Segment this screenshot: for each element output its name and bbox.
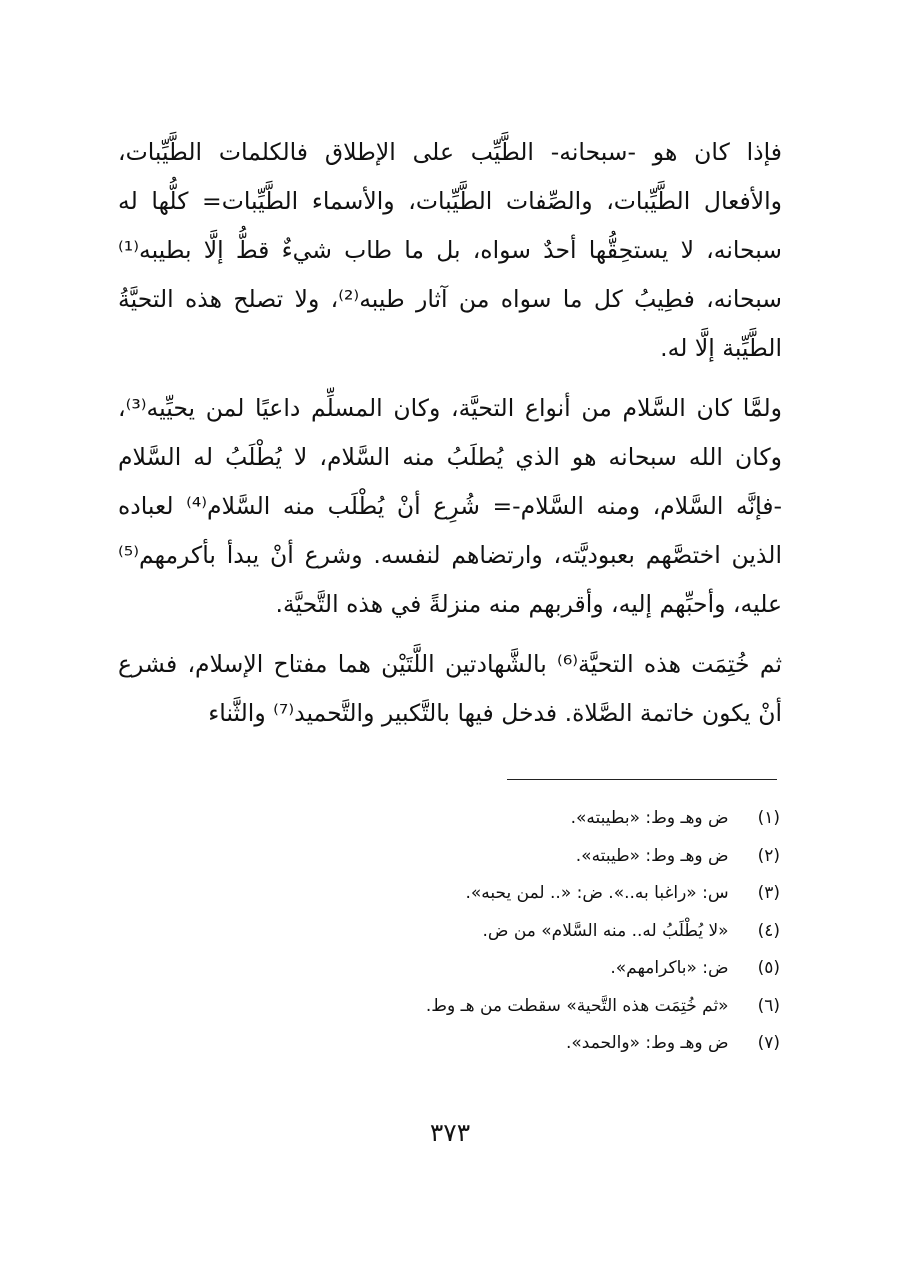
footnote-6 (118, 988, 780, 1026)
footnote-text: ض: «باكرامهم». (610, 958, 729, 978)
footnote-3 (118, 875, 780, 913)
footnotes (118, 800, 780, 1063)
footnote-number: (٧) (757, 1033, 780, 1053)
footnote-text: «ثم خُتِمَت هذه التَّحية» سقطت من هـ وط. (425, 995, 729, 1016)
footnote-text: س: «راغبا به..». ض: «.. لمن يحبه». (465, 883, 729, 903)
footnote-number: (٦) (757, 995, 780, 1016)
paragraph-2: ولمَّا كان السَّلام من أنواع التحيَّة، وكان المسلِّم داعيًا لمن يحيِّيه⁽³⁾، وكان الله سبحانه هو الذي يُطلَبُ منه السَّلام، لا يُطْلَبُ له السَّلام -فإنَّه السَّلام، ومنه السَّلام-= شُرِع أنْ يُطْلَب منه السَّلام⁽⁴⁾ لعباده الذين اختصَّهم بعبوديَّته، وارتضاهم لنفسه. وشرع أنْ يبدأ بأكرمهم⁽⁵⁾ عليه، وأحبِّهم إليه، وأقربهم منه منزلةً في هذه التَّحيَّة. (118, 394, 782, 618)
paragraph-1: فإذا كان هو -سبحانه- الطَّيِّب على الإطلاق فالكلمات الطَّيِّبات، والأفعال الطَّيِّبات، والصِّفات الطَّيِّبات، والأسماء الطَّيِّبات= كلُّها له سبحانه، لا يستحِقُّها أحدٌ سواه، بل ما طاب شيءٌ قطُّ إلَّا بطيبه⁽¹⁾ سبحانه، فطِيبُ كل ما سواه من آثار طيبه⁽²⁾، ولا تصلح هذه التحيَّةُ الطَّيِّبة إلَّا له. (118, 138, 782, 362)
paragraph-3: ثم خُتِمَت هذه التحيَّة⁽⁶⁾ بالشَّهادتين اللَّتَيْن هما مفتاح الإسلام، فشرع أنْ يكون خاتمة الصَّلاة. فدخل فيها بالتَّكبير والتَّحميد⁽⁷⁾ والثَّناء (118, 650, 782, 727)
footnote-text: ض وهـ وط: «والحمد». (565, 1033, 729, 1053)
main-text (118, 128, 782, 738)
footnote-number: (١) (757, 808, 780, 828)
footnote-number: (٣) (757, 883, 780, 903)
footnote-text: ض وهـ وط: «بطيبته». (570, 808, 729, 828)
footnote-5 (118, 950, 780, 988)
footnote-1 (118, 800, 780, 838)
footnote-number: (٢) (757, 845, 780, 866)
footnote-7 (118, 1025, 780, 1063)
footnote-number: (٤) (757, 920, 780, 941)
footnote-2 (118, 838, 780, 876)
footnote-text: «لا يُطْلَبُ له.. منه السَّلام» من ض. (482, 920, 729, 941)
footnote-4 (118, 913, 780, 951)
footnote-text: ض وهـ وط: «طيبته». (575, 845, 729, 866)
footnote-number: (٥) (757, 958, 780, 978)
footnote-divider (507, 779, 777, 780)
page-number: ٣٧٣ (429, 1118, 471, 1147)
